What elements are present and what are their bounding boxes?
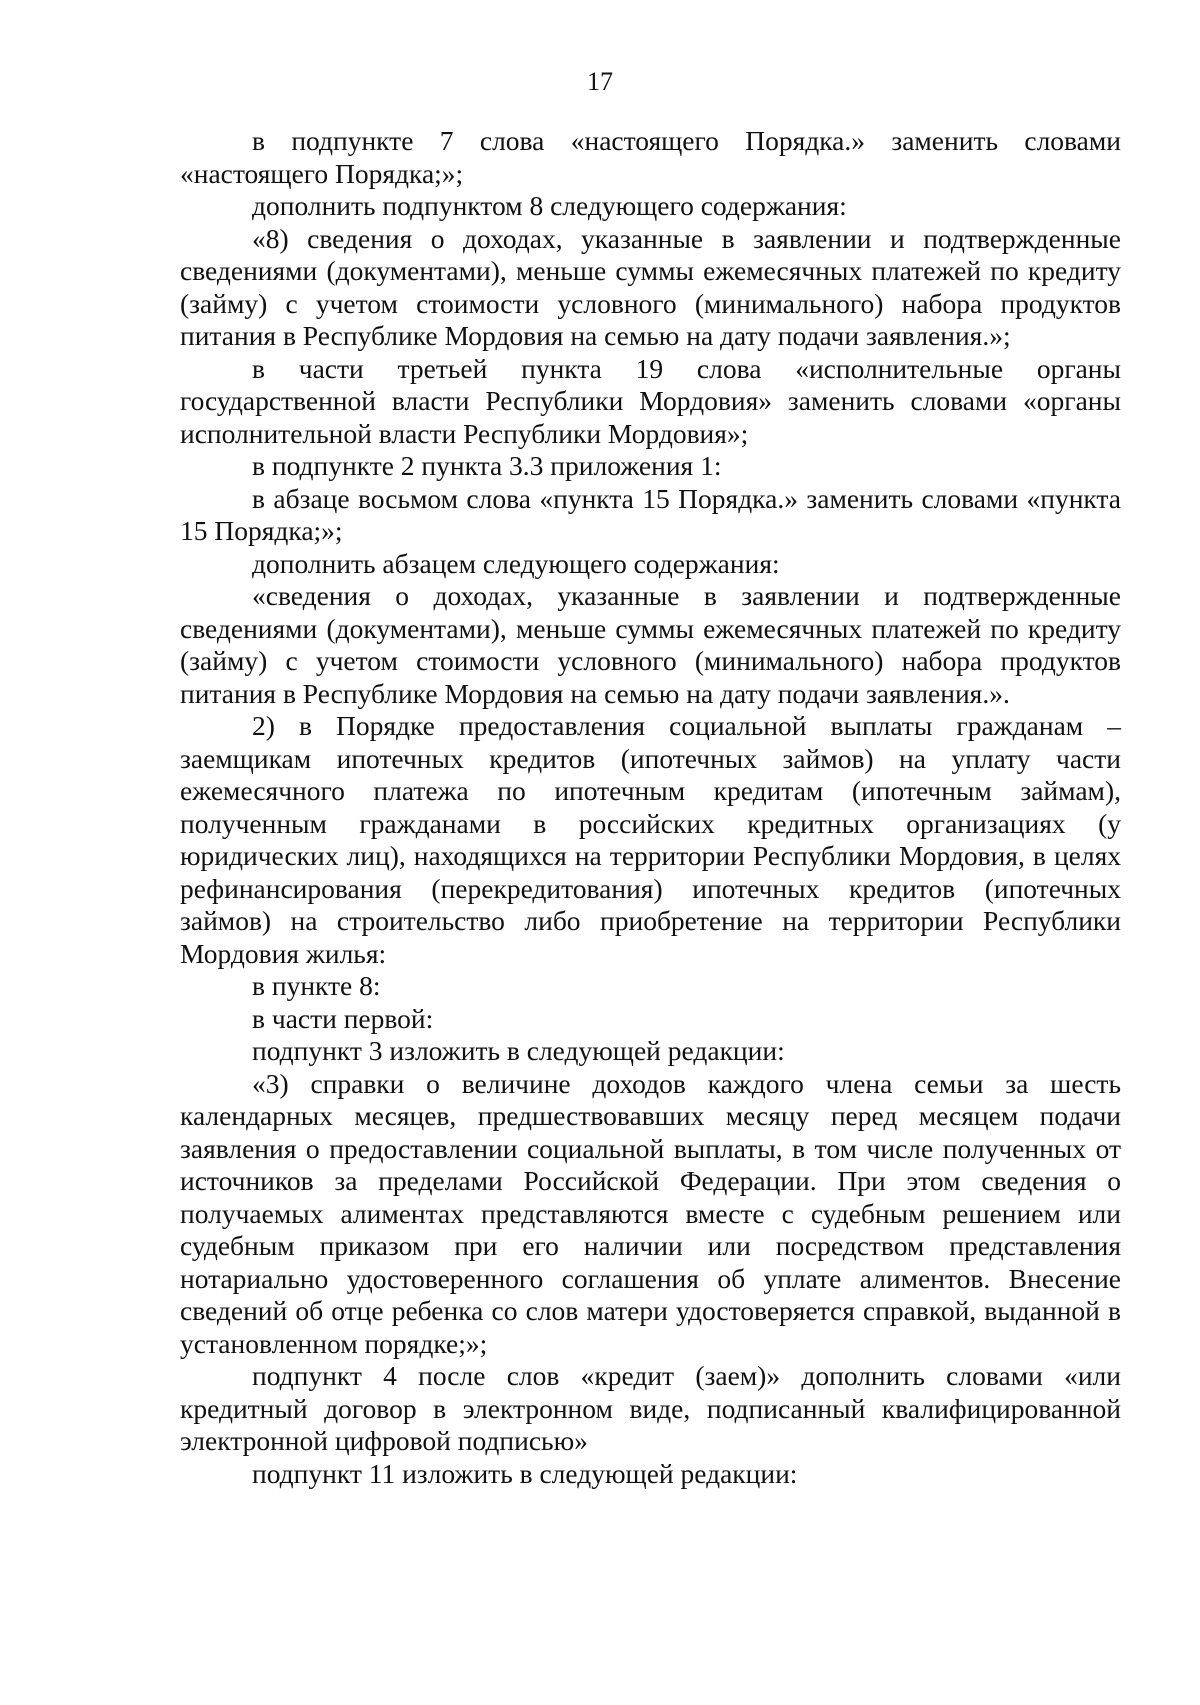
paragraph: подпункт 4 после слов «кредит (заем)» дополнить словами «или кредитный договор в электронном виде, подписанный квалифицированной электронной цифровой подписью»	[180, 1360, 1121, 1456]
paragraph: дополнить подпунктом 8 следующего содержания:	[252, 190, 847, 221]
paragraph: подпункт 3 изложить в следующей редакции:	[252, 1035, 785, 1066]
paragraph: в пункте 8:	[252, 970, 381, 1001]
paragraph: 2) в Порядке предоставления социальной выплаты гражданам – заемщикам ипотечных кредитов (ипотечных займов) на уплату части ежемесячного платежа по ипотечным кредитам (ипотечным займам), полученным гражданами в российских кредитных организациях (у юридических лиц), находящихся на территории Республики Мордовия, в целях рефинансирования (перекредитования) ипотечных кредитов (ипотечных займов) на строительство либо приобретение на территории Республики Мордовия жилья:	[180, 710, 1121, 969]
page-number: 17	[587, 67, 613, 96]
paragraph: в части первой:	[252, 1002, 434, 1034]
paragraph: в абзаце восьмом слова «пункта 15 Порядка.» заменить словами «пункта 15 Порядка;»;	[180, 482, 1121, 546]
paragraph: в части третьей пункта 19 слова «исполнительные органы государственной власти Республики Мордовия» заменить словами «органы исполнительной власти Республики Мордовия»;	[180, 352, 1121, 449]
document-body	[180, 125, 1121, 1490]
paragraph: подпункт 11 изложить в следующей редакции:	[252, 1457, 798, 1489]
paragraph: «8) сведения о доходах, указанные в заявлении и подтвержденные сведениями (документами), меньше суммы ежемесячных платежей по кредиту (займу) с учетом стоимости условного (минимального) набора продуктов питания в Республике Мордовия на семью на дату подачи заявления.»;	[180, 222, 1121, 351]
paragraph: в подпункте 7 слова «настоящего Порядка.» заменить словами «настоящего Порядка;»;	[180, 125, 1121, 189]
paragraph: дополнить абзацем следующего содержания:	[252, 547, 780, 579]
paragraph: «сведения о доходах, указанные в заявлении и подтвержденные сведениями (документами), меньше суммы ежемесячных платежей по кредиту (займу) с учетом стоимости условного (минимального) набора продуктов питания в Республике Мордовия на семью на дату подачи заявления.».	[180, 580, 1121, 709]
paragraph: в подпункте 2 пункта 3.3 приложения 1:	[252, 450, 722, 481]
paragraph: «3) справки о величине доходов каждого члена семьи за шесть календарных месяцев, предшествовавших месяцу перед месяцем подачи заявления о предоставлении социальной выплаты, в том числе полученных от источников за пределами Российской Федерации. При этом сведения о получаемых алиментах представляются вместе с судебным решением или судебным приказом при его наличии или посредством представления нотариально удостоверенного соглашения об уплате алиментов. Внесение сведений об отце ребенка со слов матери удостоверяется справкой, выданной в установленном порядке;»;	[180, 1067, 1121, 1359]
